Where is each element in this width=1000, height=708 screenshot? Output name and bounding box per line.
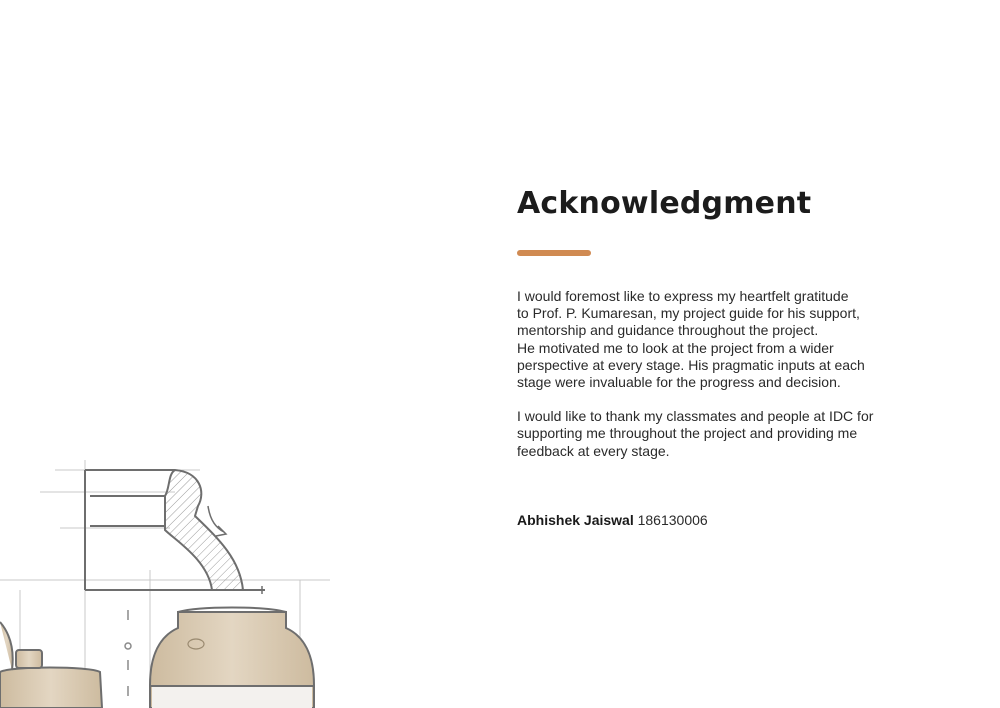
acknowledgment-section xyxy=(517,186,897,528)
paragraph-line: He motivated me to look at the project from a wider xyxy=(517,339,834,356)
paragraph-line: stage were invaluable for the progress and decision. xyxy=(517,374,841,391)
paragraph-line: feedback at every stage. xyxy=(517,442,670,459)
page-title: Acknowledgment xyxy=(517,186,812,221)
author-name: Abhishek Jaiswal xyxy=(517,511,634,528)
acknowledgment-paragraph-1 xyxy=(517,288,897,391)
acknowledgment-paragraph-2 xyxy=(517,408,897,460)
signature-line xyxy=(517,512,897,528)
accent-divider xyxy=(517,250,591,256)
pottery-sketch-illustration xyxy=(0,440,340,708)
paragraph-line: mentorship and guidance throughout the project. xyxy=(517,322,819,339)
paragraph-line: perspective at every stage. His pragmatic inputs at each xyxy=(517,356,865,373)
paragraph-line: I would foremost like to express my heartfelt gratitude xyxy=(517,288,849,304)
paragraph-line: to Prof. P. Kumaresan, my project guide for his support, xyxy=(517,305,860,322)
paragraph-line: I would like to thank my classmates and people at IDC for xyxy=(517,408,874,425)
author-id: 186130006 xyxy=(637,511,708,528)
paragraph-line: supporting me throughout the project and providing me xyxy=(517,425,858,442)
